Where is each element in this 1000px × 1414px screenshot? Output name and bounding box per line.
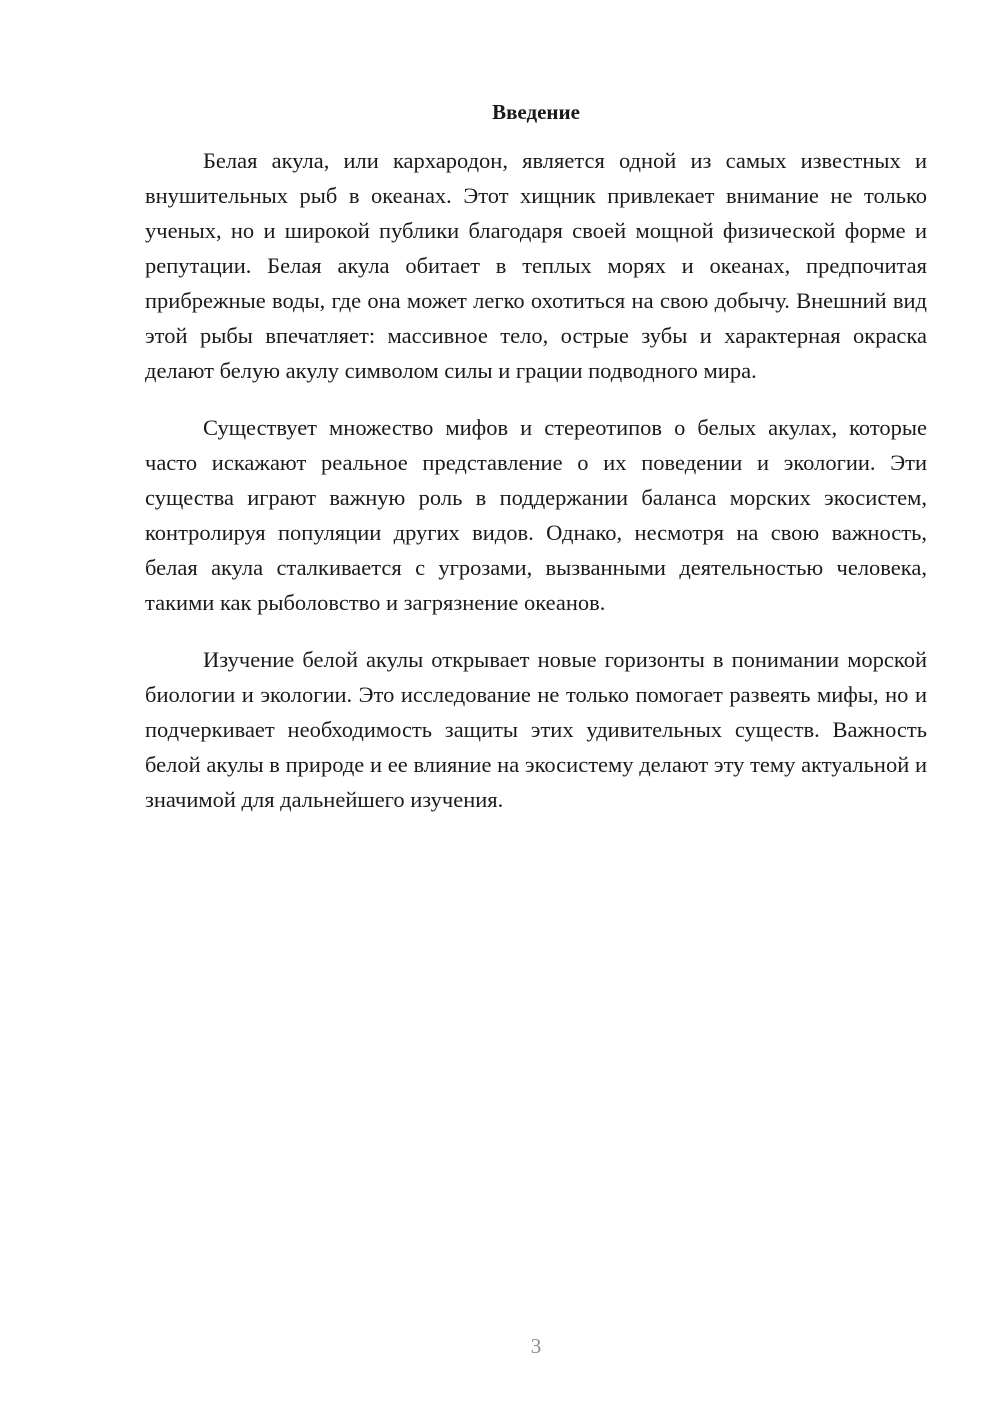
body-text	[145, 143, 927, 839]
page-number: 3	[530, 1334, 542, 1358]
paragraph: Изучение белой акулы открывает новые горизонты в понимании морской биологии и экологии. Это исследование не только помогает развеять мифы, но и подчеркивает необходимость защиты этих удивительных существ. Важность белой акулы в природе и ее влияние на экосистему делают эту тему актуальной и значимой для дальнейшего изучения.	[145, 647, 927, 812]
paragraph: Существует множество мифов и стереотипов о белых акулах, которые часто искажают реальное представление о их поведении и экологии. Эти существа играют важную роль в поддержании баланса морских экосистем, контролируя популяции других видов. Однако, несмотря на свою важность, белая акула сталкивается с угрозами, вызванными деятельностью человека, такими как рыболовство и загрязнение океанов.	[145, 415, 927, 615]
paragraph: Белая акула, или кархародон, является одной из самых известных и внушительных рыб в океанах. Этот хищник привлекает внимание не только ученых, но и широкой публики благодаря своей мощной физической форме и репутации. Белая акула обитает в теплых морях и океанах, предпочитая прибрежные воды, где она может легко охотиться на свою добычу. Внешний вид этой рыбы впечатляет: массивное тело, острые зубы и характерная окраска делают белую акулу символом силы и грации подводного мира.	[145, 148, 927, 383]
section-heading: Введение	[492, 100, 580, 124]
